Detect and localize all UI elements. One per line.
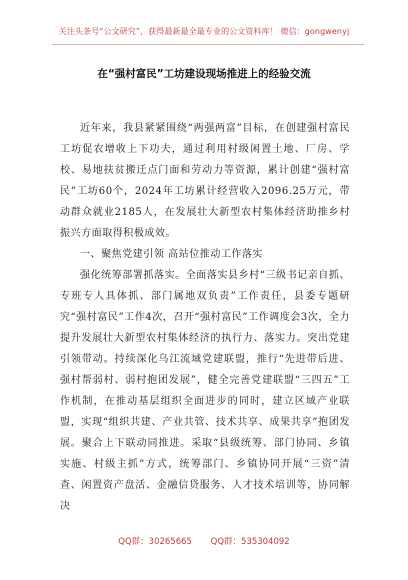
paragraph-intro: 近年来，我县紧紧围绕“两强两富”目标，在创建强村富民工坊促农增收上下功夫，通过利用村级闲置土地、厂房、学校、易地扶贫搬迁点门面和劳动力等资源，累计创建“强村富民”工坊60个，2024年工坊累计经营收入2096.25万元，带动群众就业2185人，在发展壮大新型农村集体经济助推乡村振兴方面取得积极成效。 — [60, 123, 350, 239]
footer-qq-group-2: QQ群：535304092 — [210, 537, 290, 547]
section-heading: 一、聚焦党建引领 高站位推动工作落实 — [80, 249, 264, 260]
header-divider — [52, 44, 364, 45]
footer — [0, 535, 408, 547]
paragraph-section-1: 强化统筹部署抓落实。全面落实县乡村“三级书记亲自抓、专班专人具体抓、部门属地双负责”工作责任，县委专题研究“强村富民”工作4次，召开“强村富民”工作调度会3次，全力提升发展壮大新型农村集体经济的执行力、落实力。突出党建引领带动。持续深化乌江流域党建联盟，推行“先进带后进、强村帮弱村、弱村抱团发展”，健全完善党建联盟“三四五”工作机制，在推动基层组织全面进步的同时，建立区域产业联盟，实现“组织共建、产业共管、技术共享、成果共享”抱团发展。聚合上下联动同推进。采取“县级统筹、部门协同、乡镇实施、村级主抓”方式，统筹部门、乡镇协同开展“三资”清查、闲置资产盘活、金融信贷服务、人才技术培训等，协同解决 — [60, 270, 350, 512]
document-title: 在“强村富民”工坊建设现场推进上的经验交流 — [97, 68, 311, 80]
document-body — [60, 118, 350, 517]
header-banner: 关注头条号“公文研究”，获得最新最全最专业的公文资料库！ 微信：gongwenyj — [58, 27, 350, 36]
footer-qq-group-1: QQ群：30265665 — [118, 537, 192, 547]
